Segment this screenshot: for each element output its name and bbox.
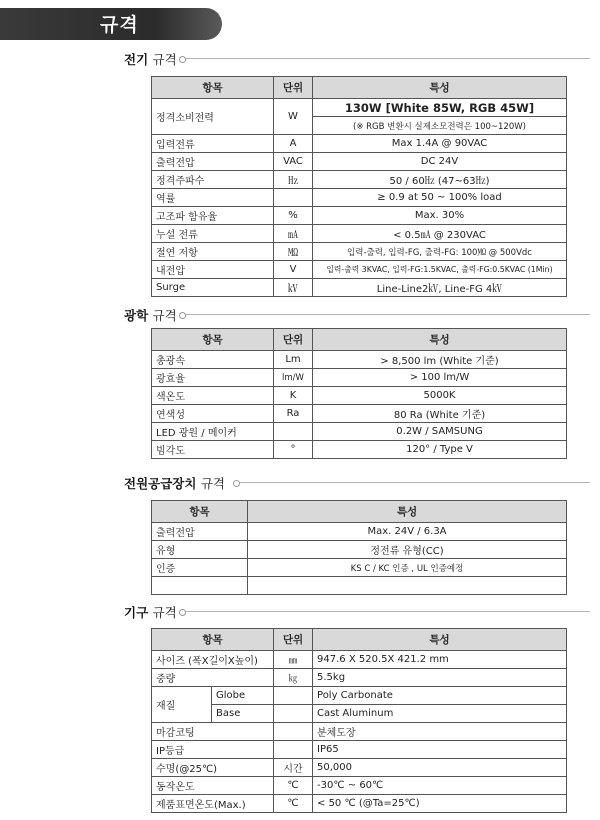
header-item: 항목 [152, 329, 274, 351]
row-item: 연색성 [152, 405, 274, 423]
row-unit: ㎃ [274, 225, 313, 243]
row-item: 절연 저항 [152, 243, 274, 261]
header-item: 항목 [152, 629, 274, 651]
row-unit: A [274, 135, 313, 153]
row-item: 사이즈 (폭X길이X높이) [152, 651, 274, 669]
table-row [152, 153, 567, 171]
row-item: IP등급 [152, 741, 274, 759]
row-subitem: Globe [212, 687, 274, 705]
row-unit: 시간 [274, 759, 313, 777]
row-unit: VAC [274, 153, 313, 171]
header-value: 특성 [313, 629, 567, 651]
table-row [152, 387, 567, 405]
header-item: 항목 [152, 501, 248, 523]
row-item: 정격소비전력 [152, 99, 274, 135]
row-item: 정격주파수 [152, 171, 274, 189]
optical-section-heading [124, 306, 600, 322]
row-unit: lm/W [274, 369, 313, 387]
row-unit: ㎐ [274, 171, 313, 189]
row-item: 마감코팅 [152, 723, 274, 741]
table-row [152, 225, 567, 243]
row-unit: ° [274, 441, 313, 459]
table-row [152, 795, 567, 813]
row-value: 50 / 60㎐ (47~63㎐) [313, 171, 567, 189]
row-value: 120° / Type V [313, 441, 567, 459]
row-value: Line-Line2㎸, Line-FG 4㎸ [313, 279, 567, 297]
electrical-spec-table [151, 76, 567, 297]
row-item: 수명(@25℃) [152, 759, 274, 777]
row-unit [274, 723, 313, 741]
row-value-note: (※ RGB 변환시 실제소모전력은 100~120W) [313, 117, 567, 135]
row-item: 제품표면온도(Max.) [152, 795, 274, 813]
table-header-row [152, 629, 567, 651]
table-row [152, 279, 567, 297]
row-item: 총광속 [152, 351, 274, 369]
row-value: 5.5kg [313, 669, 567, 687]
row-value: Max 1.4A @ 90VAC [313, 135, 567, 153]
row-item: 유형 [152, 541, 248, 559]
page-title: 규격 [100, 14, 139, 36]
row-value: > 8,500 lm (White 기준) [313, 351, 567, 369]
row-value: 분체도장 [313, 723, 567, 741]
table-row [152, 441, 567, 459]
table-row [152, 423, 567, 441]
row-value: -30℃ ~ 60℃ [313, 777, 567, 795]
table-row [152, 523, 567, 541]
table-row [152, 559, 567, 577]
table-row [152, 759, 567, 777]
header-value: 특성 [313, 329, 567, 351]
electrical-title-bold: 전기 [124, 52, 149, 67]
row-value: Poly Carbonate [313, 687, 567, 705]
row-item: LED 광원 / 메이커 [152, 423, 274, 441]
row-unit [274, 705, 313, 723]
row-unit: V [274, 261, 313, 279]
table-row [152, 207, 567, 225]
table-row [152, 651, 567, 669]
header-item: 항목 [152, 77, 274, 99]
header-value: 특성 [313, 77, 567, 99]
section-divider [184, 58, 590, 59]
table-row [152, 723, 567, 741]
row-unit: ㎜ [274, 651, 313, 669]
page-title-banner [0, 8, 222, 40]
row-value: 입력-출력, 입력-FG, 출력-FG: 100㏁ @ 500Vdc [313, 243, 567, 261]
row-value: 5000K [313, 387, 567, 405]
row-value: ≥ 0.9 at 50 ~ 100% load [313, 189, 567, 207]
row-item: 광효율 [152, 369, 274, 387]
row-item: Surge [152, 279, 274, 297]
electrical-title-light: 규격 [152, 52, 177, 67]
row-unit: Ra [274, 405, 313, 423]
section-divider [238, 482, 590, 483]
power-supply-spec-table [151, 500, 567, 595]
row-item: 색온도 [152, 387, 274, 405]
table-row [152, 669, 567, 687]
table-row [152, 705, 567, 723]
row-unit [274, 741, 313, 759]
row-value: 947.6 X 520.5X 421.2 mm [313, 651, 567, 669]
row-unit: ℃ [274, 777, 313, 795]
row-item: 빔각도 [152, 441, 274, 459]
row-unit: % [274, 207, 313, 225]
power-supply-title-bold: 전원공급장치 [124, 476, 197, 491]
section-divider [184, 611, 590, 612]
row-item: 누설 전류 [152, 225, 274, 243]
row-value: < 50 ℃ (@Ta=25℃) [313, 795, 567, 813]
electrical-section-heading [124, 50, 600, 66]
optical-title-bold: 광학 [124, 308, 149, 323]
row-item: 출력전압 [152, 523, 248, 541]
row-unit [274, 423, 313, 441]
row-item: 중량 [152, 669, 274, 687]
table-row [152, 369, 567, 387]
header-unit: 단위 [274, 329, 313, 351]
row-item: 동작온도 [152, 777, 274, 795]
fixture-spec-table [151, 628, 567, 813]
table-row [152, 541, 567, 559]
row-unit: ℃ [274, 795, 313, 813]
row-unit: W [274, 99, 313, 135]
optical-title-light: 규격 [152, 308, 177, 323]
row-value: IP65 [313, 741, 567, 759]
table-row [152, 687, 567, 705]
optical-spec-table [151, 328, 567, 459]
row-unit [274, 687, 313, 705]
row-value: 80 Ra (White 기준) [313, 405, 567, 423]
row-value: > 100 lm/W [313, 369, 567, 387]
table-row [152, 405, 567, 423]
table-row [152, 171, 567, 189]
row-item: 역률 [152, 189, 274, 207]
table-row [152, 189, 567, 207]
header-unit: 단위 [274, 629, 313, 651]
row-item: 고조파 함유율 [152, 207, 274, 225]
row-unit: ㏁ [274, 243, 313, 261]
header-unit: 단위 [274, 77, 313, 99]
row-unit: ㎏ [274, 669, 313, 687]
table-header-row [152, 329, 567, 351]
row-item: 내전압 [152, 261, 274, 279]
table-row [152, 135, 567, 153]
power-supply-title-light: 규격 [200, 476, 225, 491]
section-divider [184, 314, 590, 315]
row-value: KS C / KC 인증 , UL 인증예정 [248, 559, 567, 577]
fixture-section-heading [124, 603, 600, 619]
row-value: 50,000 [313, 759, 567, 777]
row-value: < 0.5㎃ @ 230VAC [313, 225, 567, 243]
row-subitem: Base [212, 705, 274, 723]
row-value [248, 577, 567, 595]
table-row [152, 777, 567, 795]
row-value: 130W [White 85W, RGB 45W] [313, 99, 567, 117]
row-unit: K [274, 387, 313, 405]
row-item [152, 577, 248, 595]
table-header-row [152, 77, 567, 99]
row-unit [274, 189, 313, 207]
row-value: Cast Aluminum [313, 705, 567, 723]
fixture-title-light: 규격 [152, 605, 177, 620]
fixture-title-bold: 기구 [124, 605, 149, 620]
table-row [152, 741, 567, 759]
table-row [152, 243, 567, 261]
row-item: 입력전류 [152, 135, 274, 153]
table-row [152, 99, 567, 117]
power-supply-section-heading [124, 474, 600, 490]
row-unit: ㎸ [274, 279, 313, 297]
table-row [152, 577, 567, 595]
row-value: Max. 24V / 6.3A [248, 523, 567, 541]
table-row [152, 261, 567, 279]
row-item: 출력전압 [152, 153, 274, 171]
table-header-row [152, 501, 567, 523]
row-value: 0.2W / SAMSUNG [313, 423, 567, 441]
header-value: 특성 [248, 501, 567, 523]
row-item: 재질 [152, 687, 212, 723]
row-value: DC 24V [313, 153, 567, 171]
table-row [152, 351, 567, 369]
row-item: 인증 [152, 559, 248, 577]
row-unit: Lm [274, 351, 313, 369]
row-value: Max. 30% [313, 207, 567, 225]
row-value: 입력-출력 3KVAC, 입력-FG:1.5KVAC, 출력-FG:0.5KVAC (1Min) [313, 261, 567, 279]
row-value: 정전류 유형(CC) [248, 541, 567, 559]
